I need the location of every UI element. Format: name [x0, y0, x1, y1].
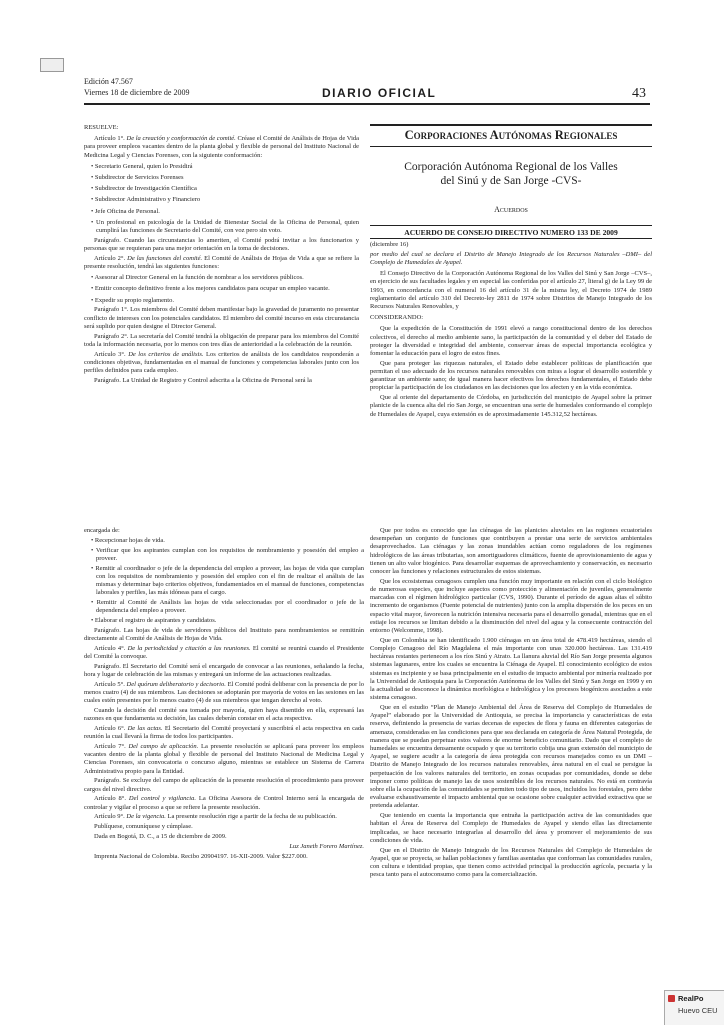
header-rule [84, 103, 650, 105]
corporation-line-2: del Sinú y de San Jorge -CVS- [440, 175, 582, 187]
page-number: 43 [632, 86, 646, 101]
agreement-title: ACUERDO DE CONSEJO DIRECTIVO NUMERO 133 DE 2009 [404, 228, 618, 237]
corporation-name [370, 160, 652, 188]
acuerdos-heading: Acuerdos [494, 205, 528, 214]
article-3: Artículo 3°. De los criterios de análisis. Los criterios de análisis de los candidatos responderán a condiciones objetivas, fundamentadas en el manual de funciones y competencias laborales junto con los perfiles definidos para cada empleo. [84, 350, 360, 375]
right-top-column [370, 241, 652, 420]
consideration: Que los ecosistemas cenagosos cumplen una función muy importante en relación con el ciclo biológico de numerosas especies, que incluye aspectos como protección y alimentación de juveniles, generalmente marcadas con el régimen hidrológico particular (CVS, 1990). Durante el período de aguas altas el súbito incremento de organismos (Fuente potencial de nutrientes) junto con la amplia dispersión de los peces en un espacio vital mayor, favorecen la nutrición intensiva necesaria para el desarrollo gonadal, mientras que en el estiaje los recursos se limitan debido a la disminución del nivel del agua y la consecuente contracción del entorno (Welcomme, 1998). [370, 577, 652, 635]
paragraph: Parágrafo. El Secretario del Comité será el encargado de convocar a las reuniones, señalando la fecha, hora y lugar de celebración de las mismas y entregará un informe de las actuaciones realizadas. [84, 662, 364, 678]
article-9: Artículo 9°. De la vigencia. La presente resolución rige a partir de la fecha de su publicación. [94, 813, 337, 821]
consideration: Que en el estudio “Plan de Manejo Ambiental del Área de Reserva del Complejo de Humedales de Ayapel” elaborado por la Universidad de Antioquia, se precisa la importancia y características de esta reserva, definiendo la presencia de varias decenas de especies de flora y fauna en diferentes categorías de amenaza, consideradas en las condiciones para que sea declarada en categoría de Área Natural Protegida, de manera que se puedan perpetuar estos valores de enorme beneficio comunitario. Dado que el complejo de humedales se encuentra densamente ocupado y que su territorio cobija una gran extensión del municipio de Ayapel, se sugiere acudir a la categoría de área protegida con recursos manejados como es un DMI – Distrito de Manejo Integrado de los recursos naturales renovables, área natural en el cual se persigue la perpetuación de los valores naturales del territorio, en zonas ocupadas por comunidades, donde se debe imponer como políticas de manejo las de usos sostenibles de los recursos naturales. No está en contravía sobre ella la ocupación de las comunidades se permiten todo tipo de usos, incluidos los forestales, pero debe evaluarse exhaustivamente el impacto ambiental que se ocasione sobre cualquier actividad extractiva que se pretenda adelantar. [370, 704, 652, 810]
member-item: • Secretario General, quien lo Presidirá [91, 162, 193, 170]
right-bottom-column [370, 527, 652, 881]
consideration: Que al oriente del departamento de Córdoba, en jurisdicción del municipio de Ayapel sobre la primer planicie de la cuenca alta del río San Jorge, se encuentran una serie de humedales conformando el complejo de Humedales de Ayapel, cuya extensión es de aproximadamente 145.312,52 hectáreas. [370, 394, 652, 418]
paragraph: Parágrafo. Cuando las circunstancias lo ameriten, el Comité podrá invitar a los funcionarios y personas que se requieran para una mejor orientación en la toma de decisiones. [84, 236, 359, 253]
overlay-popup[interactable] [664, 990, 724, 1025]
left-top-column [84, 124, 359, 387]
article-4: Artículo 4°. De la periodicidad y citación a las reuniones. El comité se reunirá cuando el Presidente del Comité la convoque. [84, 644, 364, 660]
article-8: Artículo 8°. Del control y vigilancia. La Oficina Asesora de Control Interno será la encargada de controlar y vigilar el proceso a que se refiere la presente resolución. [84, 795, 365, 811]
app-icon [668, 995, 675, 1002]
overlay-label-1: RealPo [678, 994, 704, 1003]
publish-line: Publíquese, comuníquese y cúmplase. [94, 823, 193, 831]
agreement-date: (diciembre 16) [370, 241, 409, 248]
member-item: • Subdirector de Investigación Científica [91, 185, 197, 193]
article-6: Artículo 6°. De las actas. El Secretario del Comité proyectará y suscribirá el acta respectiva en cada reunión la cual llevará la firma de todos los participantes. [84, 725, 365, 741]
receipt-line: Imprenta Nacional de Colombia. Recibo 20904197. 16-XII-2009. Valor $227.000. [94, 852, 308, 860]
paragraph: Parágrafo. Las hojas de vida de servidores públicos del Instituto para nombramientos se remitirán directamente al Comité de Análisis de Hojas de Vida. [84, 626, 364, 642]
section-rule-top [370, 124, 652, 126]
corner-mark [40, 58, 64, 72]
consideration: Que la expedición de la Constitución de 1991 elevó a rango constitucional dentro de los derechos colectivos, el derecho al medio ambiente sano, la participación de la comunidad y el deber del Estado de proteger la diversidad e integridad del ambiente, conservar áreas de especial importancia ecológica y fomentar la educación para el logro de estos fines. [370, 325, 652, 358]
member-item: • Un profesional en psicología de la Unidad de Bienestar Social de la Oficina de Personal, quien cumplirá las funciones de Secretario del Comité, con voz pero sin voto. [91, 218, 359, 235]
member-item: • Subdirector Administrativo y Financiero [91, 196, 201, 204]
function-item: • Emitir concepto definitivo frente a los mejores candidatos para ocupar un empleo vacante. [91, 285, 330, 293]
signer-name: Luz Janeth Forero Martínez. [289, 842, 364, 850]
paragraph: Parágrafo. La Unidad de Registro y Control adscrita a la Oficina de Personal será la [94, 376, 312, 384]
paragraph: Parágrafo. Se excluye del campo de aplicación de la presente resolución el procedimiento para proveer cargos del nivel directivo. [84, 777, 364, 793]
overlay-label-2: Huevo CEU [678, 1006, 718, 1015]
considerando-heading: CONSIDERANDO: [370, 314, 424, 322]
consideration: Que para proteger las riquezas naturales, el Estado debe establecer políticas de planificación que permitan el uso adecuado de los recursos naturales renovables con miras a lograr el desarrollo sostenible y garantizar un ambiente sano; de igual manera hacer efectivos los derechos fundamentales, el Estado debe propiciar la participación de los ciudadanos en las decisiones que los afecten y en la vida económica. [370, 359, 652, 392]
duty-item: • Elaborar el registro de aspirantes y candidatos. [91, 617, 217, 624]
consideration: Que en el Distrito de Manejo Integrado de los Recursos Naturales del Complejo de Humedales de Ayapel, que se proyecta, se hallan poblaciones y familias asentadas que conforman las comunidades rurales, con cultura e identidad propias, que tienen como actividad principal la producción agrícola, pecuaria y la pesca tanto para el autoconsumo como para la comercialización. [370, 846, 652, 879]
consideration: Que en Colombia se han identificado 1.900 ciénagas en un área total de 478.419 hectáreas, siendo el Complejo Cenagoso del Río Magdalena el más importante con unas 320.000 hectáreas. Las 131.419 hectáreas restantes pertenecen a los ríos Sinú y Atrato. La llanura aluvial del Río San Jorge presenta algunos sistemas lagunares, entre los cuales se encuentra la Ciénaga de Ayapel. El conocimiento ecológico de estos sistemas es incipiente y se basa principalmente en el estudio de impacto ambiental por minería realizado por la Universidad de Antioquia para la Corporación Autónoma de los Valles del Sinú y San Jorge en 1999 y en la actualidad se desconoce la dinámica morfológica e hidrológica y los procesos biogénicos asociados a este sistema cenagoso. [370, 636, 652, 702]
article-1: Artículo 1°. De la creación y conformación de comité. Créase el Comité de Análisis de Hojas de Vida para proveer empleos vacantes dentro de la planta global y flexible de personal del Instituto Nacional de Medicina Legal y Ciencias Forenses, con la siguiente conformación: [84, 135, 360, 159]
member-item: • Jefe Oficina de Personal. [91, 207, 160, 215]
article-2: Artículo 2°. De las funciones del comité. El Comité de Análisis de Hojas de Vida a que se refiere la presente resolución, tendrá las siguientes funciones: [84, 254, 359, 271]
agreement-intro: El Consejo Directivo de la Corporación Autónoma Regional de los Valles del Sinú y San Jorge –CVS–, en ejercicio de sus facultades legales y en especial las conferidas por el artículo 27, literal g) de la Ley 99 de 1993, en concordancia con el numeral 16 del artículo 31 de la misma ley, el Decreto 1974 de 1989 reglamentario del artículo 310 del Decreto-ley 2811 de 1974 sobre Distritos de Manejo Integrado de los Recursos Naturales Renovables, y [370, 270, 652, 311]
section-heading: Corporaciones Autónomas Regionales [404, 128, 618, 142]
function-item: • Expedir su propio reglamento. [91, 296, 174, 304]
left-bottom-column [84, 527, 364, 862]
duties-lead: encargada de: [84, 527, 120, 534]
agreement-rule-top [370, 225, 652, 226]
newspaper-title: DIARIO OFICIAL [322, 86, 437, 100]
paragraph: Cuando la decisión del comité sea tomada por mayoría, quien haya disentido en ella, expresará las razones en que fundamenta su decisión, las cuales deberán constar en el acta respectiva. [84, 707, 364, 723]
edition-number: Edición 47.567 [84, 77, 133, 86]
agreement-rule-bottom [370, 238, 652, 239]
duty-item: • Recepcionar hojas de vida. [91, 536, 165, 544]
given-line: Dada en Bogotá, D. C., a 15 de diciembre de 2009. [94, 833, 227, 840]
agreement-description: por medio del cual se declara el Distrito de Manejo Integrado de los Recursos Naturales –DMI– del Complejo de Humedales de Ayapel. [370, 250, 652, 266]
corporation-line-1: Corporación Autónoma Regional de los Valles [404, 161, 618, 173]
function-item: • Asesorar al Director General en la función de nombrar a los servidores públicos. [91, 274, 304, 282]
issue-date: Viernes 18 de diciembre de 2009 [84, 88, 190, 97]
paragraph: Parágrafo 2°. La secretaría del Comité tendrá la obligación de preparar para los miembros del Comité toda la información necesaria, por lo menos con tres días de anterioridad a la celebración de la reunión. [84, 332, 359, 348]
duty-item: • Verificar que los aspirantes cumplan con los requisitos de nombramiento y posesión del empleo a proveer. [91, 546, 364, 562]
duty-item: • Remitir al Comité de Análisis las hojas de vida seleccionadas por el coordinador o jefe de la dependencia del empleo a proveer. [91, 599, 364, 615]
consideration: Que teniendo en cuenta la importancia que entraña la participación activa de las comunidades que habitan el Área de Reserva del Complejo de Humedales de Ayapel y siendo ellas las directamente implicadas, se hace necesario integrarlas al desarrollo del área y promover el mejoramiento de sus condiciones de vida. [370, 812, 652, 844]
resolve-heading: RESUELVE: [84, 124, 119, 131]
consideration: Que por todos es conocido que las ciénagas de las planicies aluviales en las regiones ecuatoriales desempeñan un conjunto de funciones que contribuyen a prestar una serie de servicios ambientales desaprovechados. Las ciénagas y las zonas inundables actúan como reguladores de los regímenes hidrológicos de las áreas tributarias, son amortiguadores climáticos, fuente de aprovisionamiento de agua y tienen un alto valor biogénico. Para desarrollar esquemas de aprovechamiento y conservación, es necesario conocer las funciones y relaciones estructurales de estos sistemas. [370, 527, 652, 576]
member-item: • Subdirector de Servicios Forenses [91, 174, 184, 182]
overlay-row-1[interactable] [665, 991, 724, 1003]
section-rule-bottom [370, 146, 652, 147]
article-5: Artículo 5°. Del quórum deliberatorio y decisorio. El Comité podrá deliberar con la presencia de por lo menos cuatro (4) de sus miembros. Las decisiones se adoptarán por mayoría de votos en las sesiones en las cuales estén presentes por lo menos cuatro (4) de sus miembros que tengan derecho al voto. [84, 680, 364, 705]
duty-item: • Remitir al coordinador o jefe de la dependencia del empleo a proveer, las hojas de vida que cumplan con los requisitos de nombramiento y posesión del empleo con el fin de realizar el análisis de las mismas y determinar bajo criterios objetivos, fundamentados en el manual de funciones, competencias laborales y perfiles, las más idóneas para el cargo. [91, 564, 364, 597]
article-7: Artículo 7°. Del campo de aplicación. La presente resolución se aplicará para proveer los empleos vacantes dentro de la planta global y flexible de personal del Instituto Nacional de Medicina Legal y Ciencias Forenses, sin convocatoria o concurso alguno, mientras se establece un Sistema de Carrera Administrativa propio para la Entidad. [84, 743, 365, 775]
paragraph: Parágrafo 1°. Los miembros del Comité deben manifestar bajo la gravedad de juramento no presentar conflicto de intereses con los potenciales candidatos. El miembro del comité incurso en esta circunstancia será suplido por quien designe el Director General. [84, 306, 359, 330]
